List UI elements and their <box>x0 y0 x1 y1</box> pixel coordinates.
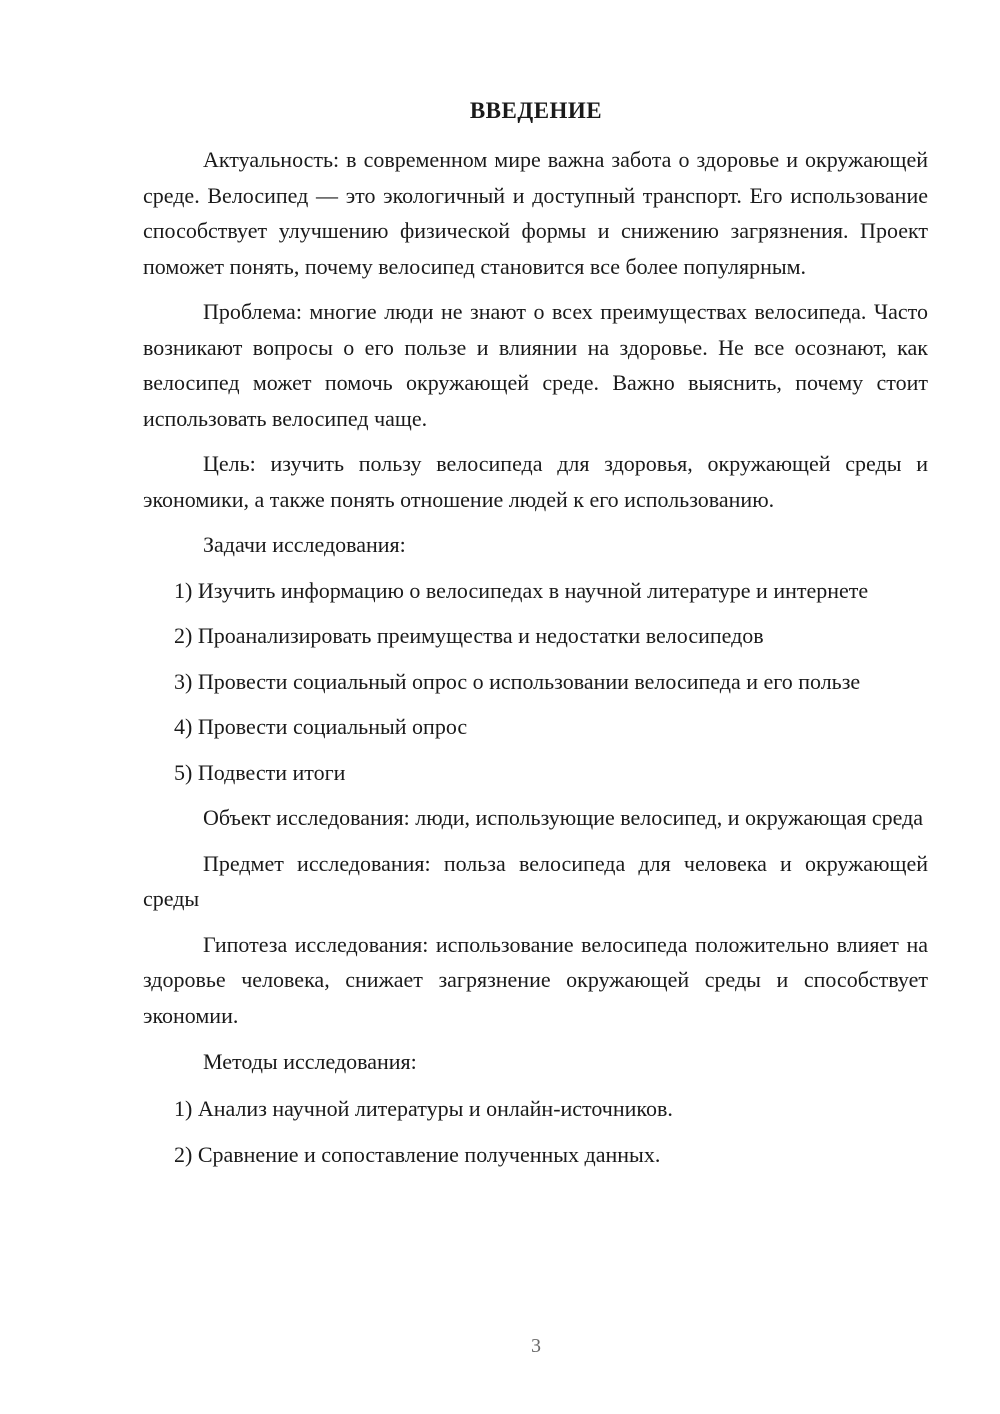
paragraph-subject: Предмет исследования: польза велосипеда для человека и окружающей среды <box>143 850 928 911</box>
task-item: 1) Изучить информацию о велосипедах в научной литературе и интернете <box>174 577 869 603</box>
task-item: 4) Провести социальный опрос <box>174 714 468 739</box>
methods-title: Методы исследования: <box>203 1049 417 1074</box>
body-text <box>143 142 928 1173</box>
paragraph-hypothesis: Гипотеза исследования: использование велосипеда положительно влияет на здоровье человека, снижает загрязнение окружающей среды и способствует экономии. <box>143 931 928 1028</box>
paragraph-goal: Цель: изучить пользу велосипеда для здоровья, окружающей среды и экономики, а также понять отношение людей к его использованию. <box>143 451 928 512</box>
task-item: 2) Проанализировать преимущества и недостатки велосипедов <box>174 623 764 648</box>
method-item: 1) Анализ научной литературы и онлайн-источников. <box>174 1095 673 1121</box>
page-number: 3 <box>531 1335 541 1357</box>
section-heading: ВВЕДЕНИЕ <box>469 98 603 123</box>
method-item: 2) Сравнение и сопоставление полученных данных. <box>174 1142 661 1167</box>
paragraph-object: Объект исследования: люди, использующие велосипед, и окружающая среда <box>203 805 924 830</box>
tasks-title: Задачи исследования: <box>203 532 406 557</box>
paragraph-problem: Проблема: многие люди не знают о всех преимуществах велосипеда. Часто возникают вопросы о его пользе и влиянии на здоровье. Не все осознают, как велосипед может помочь окружающей среде. Важно выяснить, почему стоит использовать велосипед чаще. <box>143 299 928 431</box>
task-item: 3) Провести социальный опрос о использовании велосипеда и его пользе <box>174 668 861 694</box>
paragraph-relevance: Актуальность: в современном мире важна забота о здоровье и окружающей среде. Велосипед — это экологичный и доступный транспорт. Его использование способствует улучшению физической формы и снижению загрязнения. Проект поможет понять, почему велосипед становится все более популярным. <box>143 147 928 279</box>
task-item: 5) Подвести итоги <box>174 759 346 785</box>
